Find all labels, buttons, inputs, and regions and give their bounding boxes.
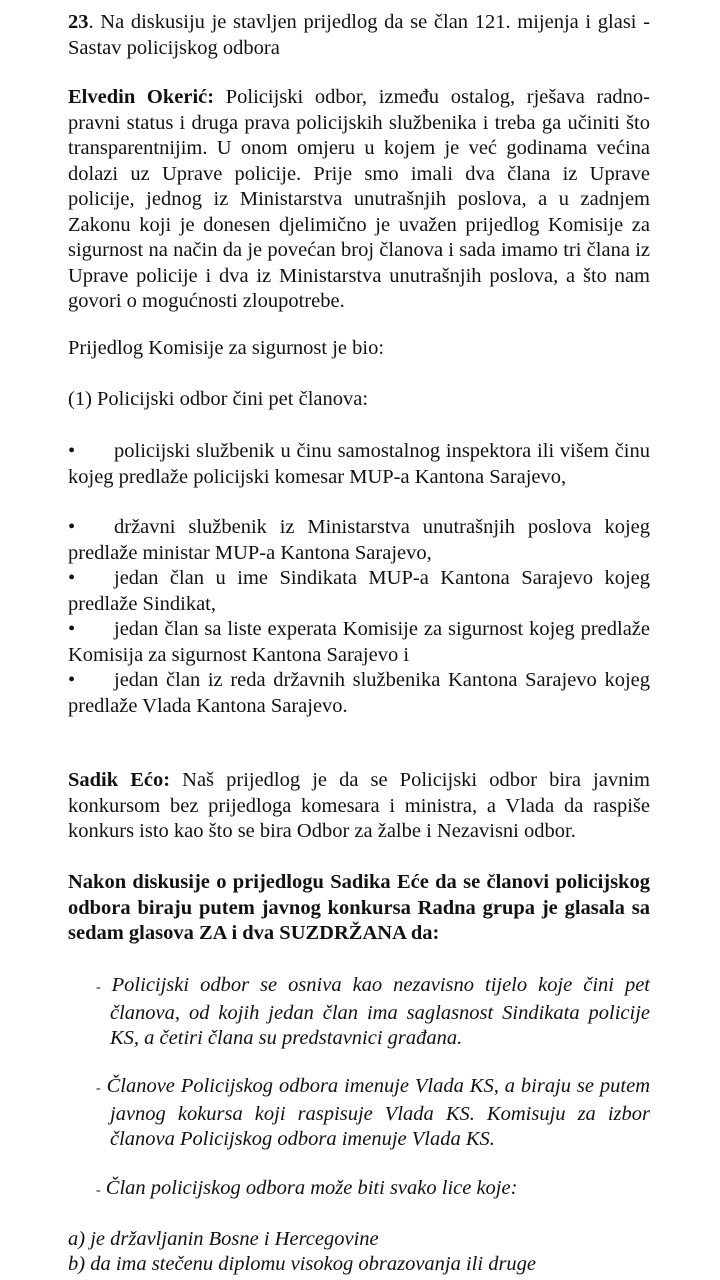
bullet-text: državni službenik iz Ministarstva unutrašnjih poslova kojeg predlaže ministar MUP-a Kantona Sarajevo,	[68, 516, 650, 564]
bullet-item	[68, 668, 650, 719]
bullet-item	[68, 439, 650, 490]
speaker-okeric: Elvedin Okerić:	[68, 86, 215, 108]
bullet-item	[68, 617, 650, 668]
dash-mark: -	[96, 1183, 101, 1198]
bullet-text: jedan član iz reda državnih službenika Kantona Sarajevo kojeg predlaže Vlada Kantona Sarajevo.	[68, 669, 650, 717]
bullet-symbol: •	[68, 669, 76, 691]
bullet-item	[68, 515, 650, 566]
dash-list-item	[88, 1176, 650, 1204]
eco-paragraph	[68, 768, 650, 845]
condition-b: b) da ima stečenu diplomu visokog obrazovanja ili druge	[68, 1253, 537, 1275]
dash-list-item	[88, 1074, 650, 1153]
bullet-symbol: •	[68, 567, 76, 589]
okeric-paragraph	[68, 85, 650, 315]
speaker-eco: Sadik Ećo:	[68, 769, 171, 791]
proposal-intro: Prijedlog Komisije za sigurnost je bio:	[68, 337, 385, 359]
bullet-symbol: •	[68, 618, 76, 640]
bullet-text: jedan član u ime Sindikata MUP-a Kantona Sarajevo kojeg predlaže Sindikat,	[68, 567, 650, 615]
item-number: 23	[68, 11, 89, 33]
eco-text: Naš prijedlog je da se Policijski odbor bira javnim konkursom bez prijedloga komesara i ministra, a Vlada da raspiše konkurs isto kao što se bira Odbor za žalbe i Nezavisni odbor.	[68, 769, 650, 842]
proposal-point: (1) Policijski odbor čini pet članova:	[68, 388, 369, 410]
dash-list-item	[88, 973, 650, 1052]
dash-item-text: Policijski odbor se osniva kao nezavisno tijelo koje čini pet članova, od kojih jedan član ima saglasnost Sindikata policije KS, a četiri člana su predstavnici građana.	[110, 974, 650, 1049]
dash-mark: -	[96, 980, 101, 995]
condition-a: a) je državljanin Bosne i Hercegovine	[68, 1228, 379, 1250]
item-23-text: . Na diskusiju je stavljen prijedlog da se član 121. mijenja i glasi - Sastav policijskog odbora	[68, 11, 650, 59]
item-23-paragraph	[68, 10, 650, 61]
dash-item-text: Članove Policijskog odbora imenuje Vlada KS, a biraju se putem javnog kokursa koji raspisuje Vlada KS. Komisuju za izbor članova Policijskog odbora imenuje Vlada KS.	[106, 1075, 651, 1150]
bullet-item	[68, 566, 650, 617]
bullet-symbol: •	[68, 516, 76, 538]
dash-mark: -	[96, 1081, 101, 1096]
bullet-symbol: •	[68, 440, 76, 462]
bullet-text: jedan član sa liste experata Komisije za sigurnost kojeg predlaže Komisija za sigurnost Kantona Sarajevo i	[68, 618, 650, 666]
conclusion-paragraph: Nakon diskusije o prijedlogu Sadika Eće da se članovi policijskog odbora biraju putem javnog konkursa Radna grupa je glasala sa sedam glasova ZA i dva SUZDRŽANA da:	[68, 871, 650, 944]
bullet-text: policijski službenik u činu samostalnog inspektora ili višem činu kojeg predlaže policijski komesar MUP-a Kantona Sarajevo,	[68, 440, 650, 488]
dash-item-text: Član policijskog odbora može biti svako lice koje:	[105, 1177, 518, 1199]
okeric-text: Policijski odbor, između ostalog, rješava radno-pravni status i druga prava policijskih službenika i treba ga učiniti što transparentnijim. U onom omjeru u kojem je već godinama većina dolazi uz Uprave policije. Prije smo imali dva člana iz Uprave policije, jednog iz Ministarstva unutrašnjih poslova, a u zadnjem Zakonu koji je donesen djelimično je uvažen prijedlog Komisije za sigurnost na način da je povećan broj članova i sada imamo tri člana iz Uprave policije i dva iz Ministarstva unutrašnjih poslova, a što nam govori o mogućnosti zloupotrebe.	[68, 86, 650, 312]
